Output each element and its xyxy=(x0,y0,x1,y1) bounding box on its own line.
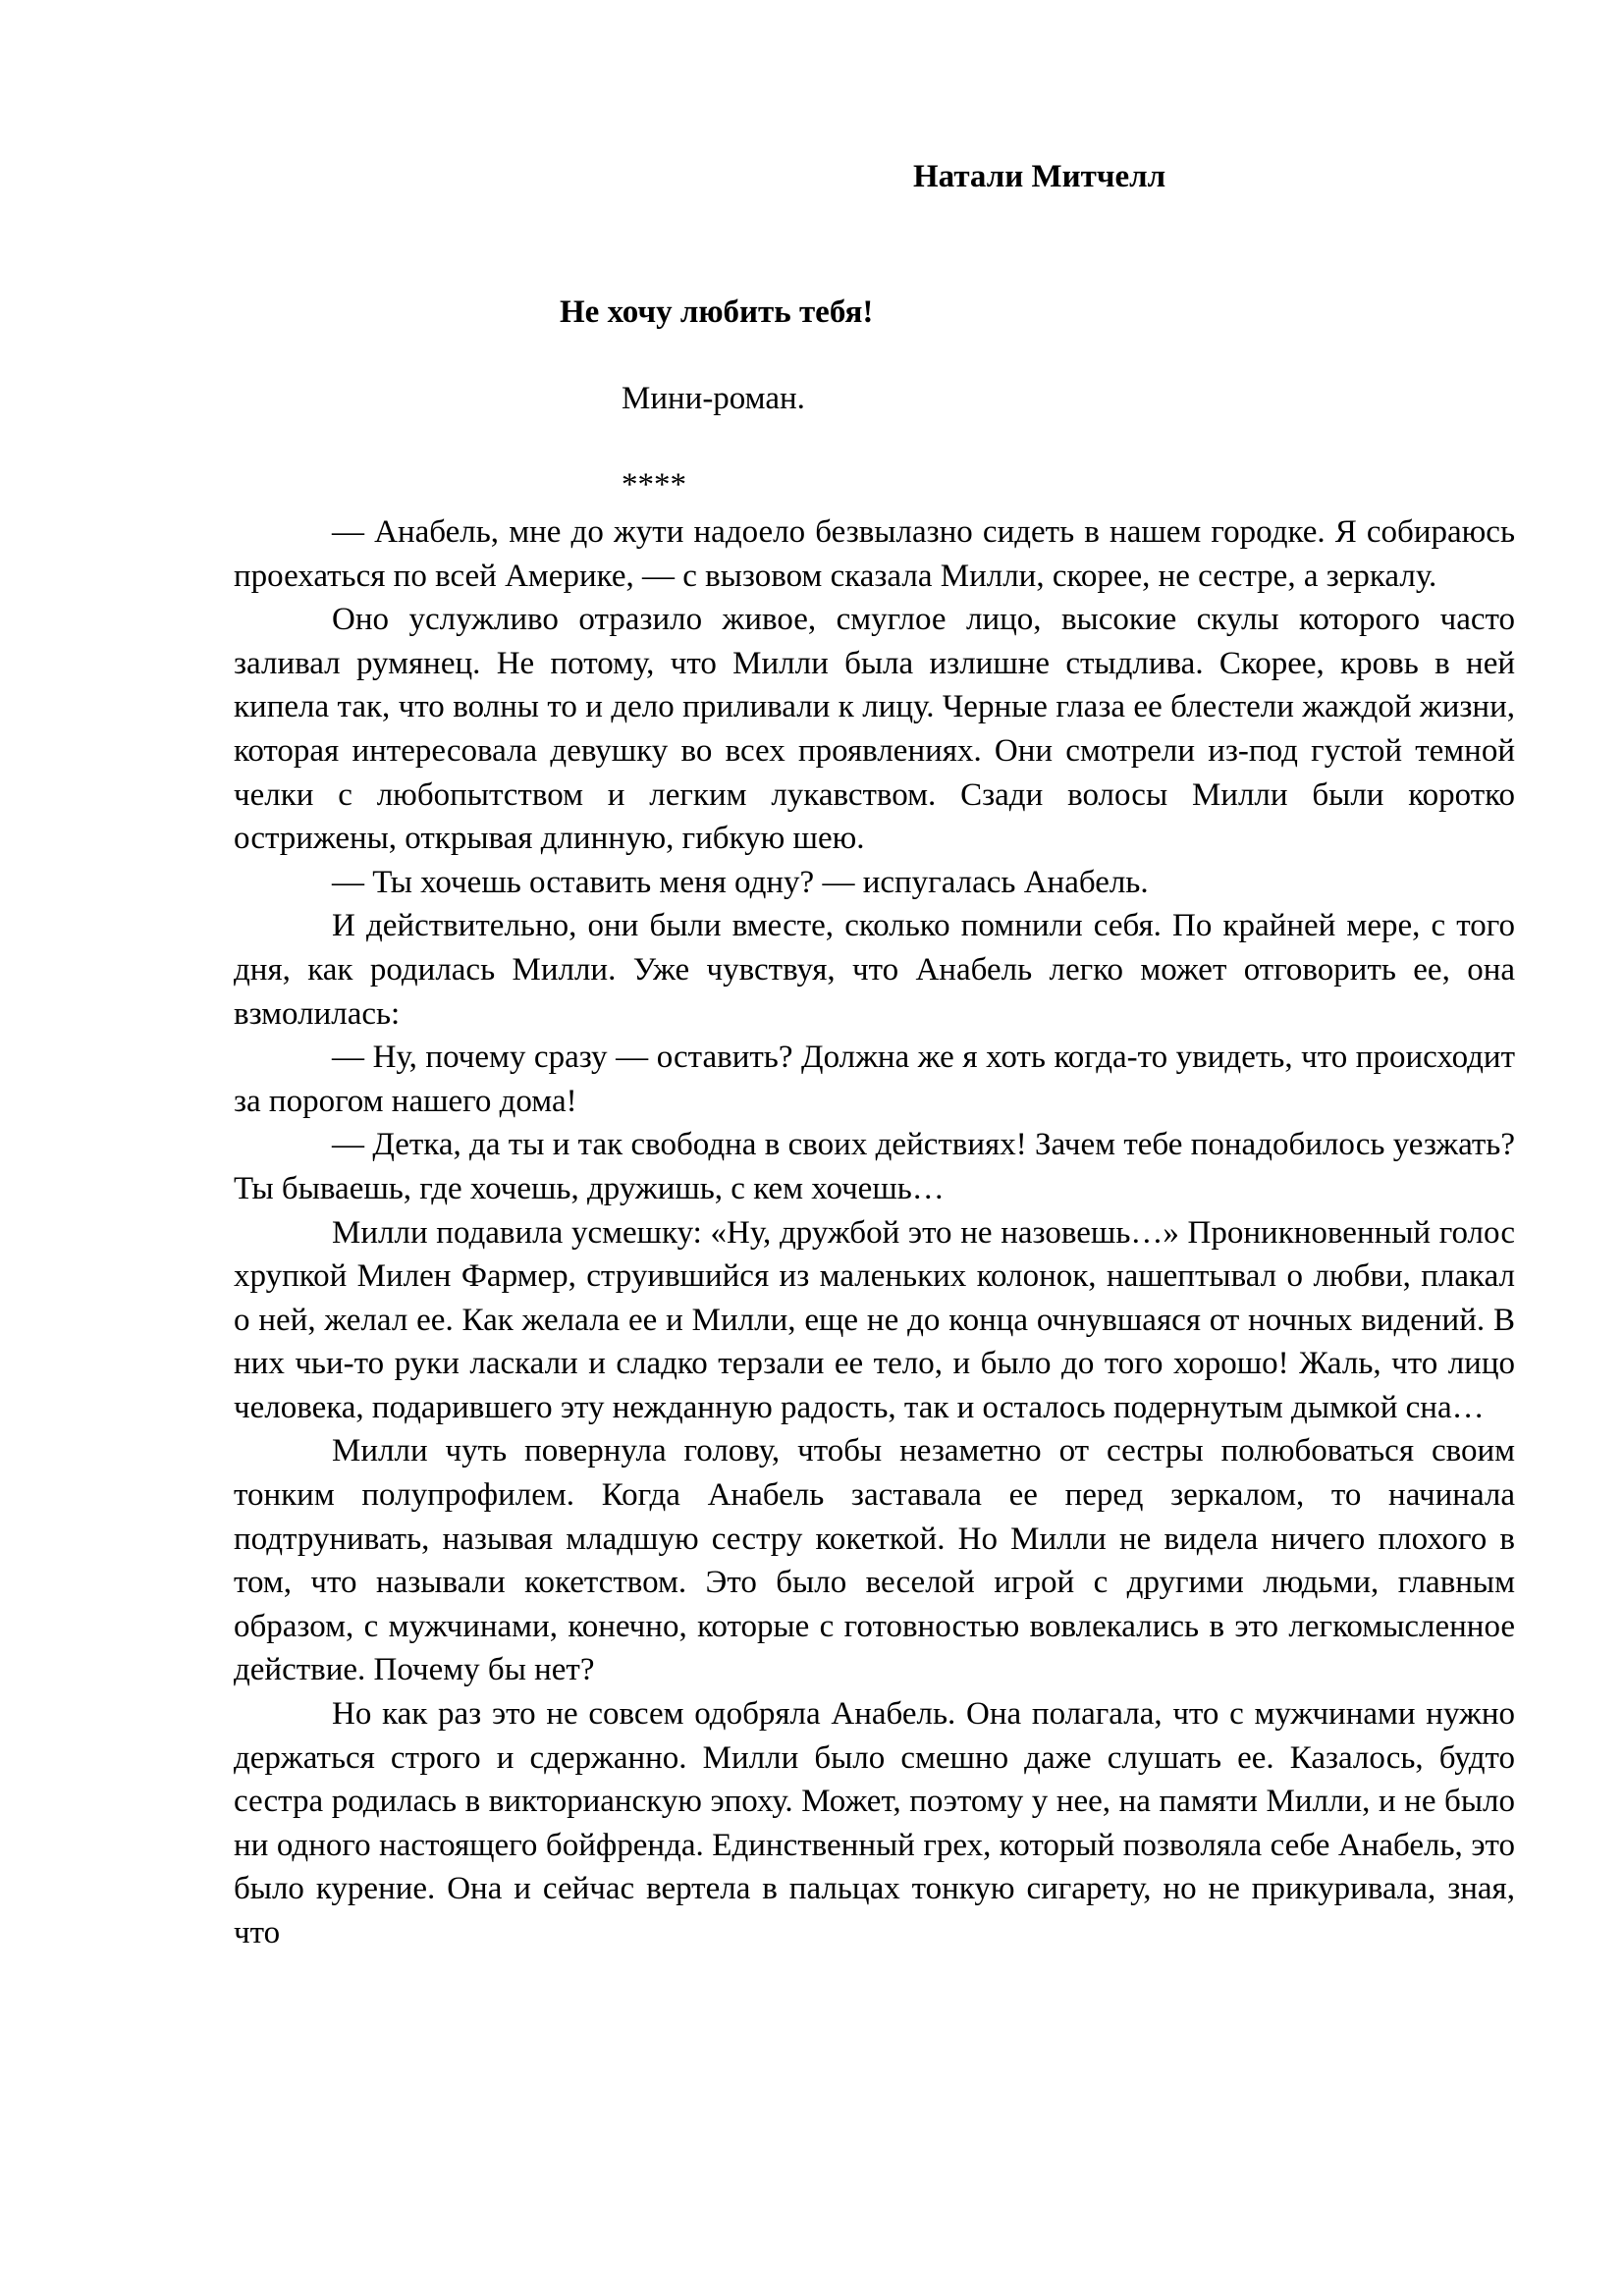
paragraph: Но как раз это не совсем одобряла Анабель. Она полагала, что с мужчинами нужно держаться строго и сдержанно. Милли было смешно даже слушать ее. Казалось, будто сестра родилась в викторианскую эпоху. Может, поэтому у нее, на памяти Милли, и не было ни одного настоящего бойфренда. Единственный грех, который позволяла себе Анабель, это было курение. Она и сейчас вертела в пальцах тонкую сигарету, но не прикуривала, зная, что xyxy=(234,1696,1515,1950)
paragraph: И действительно, они были вместе, сколько помнили себя. По крайней мере, с того дня, как родилась Милли. Уже чувствуя, что Анабель легко может отговорить ее, она взмолилась: xyxy=(234,908,1515,1032)
paragraph: — Ты хочешь оставить меня одну? — испугалась Анабель. xyxy=(332,864,1149,900)
paragraph: — Ну, почему сразу — оставить? Должна же я хоть когда-то увидеть, что происходит за порогом нашего дома! xyxy=(234,1040,1515,1119)
paragraph: — Анабель, мне до жути надоело безвылазно сидеть в нашем городке. Я собираюсь проехаться по всей Америке, — с вызовом сказала Милли, скорее, не сестре, а зеркалу. xyxy=(234,514,1515,594)
paragraph: — Детка, да ты и так свободна в своих действиях! Зачем тебе понадобилось уезжать? Ты бываешь, где хочешь, дружишь, с кем хочешь… xyxy=(234,1127,1515,1206)
author-name: Натали Митчелл xyxy=(913,159,1166,194)
paragraph: Оно услужливо отразило живое, смуглое лицо, высокие скулы которого часто заливал румянец. Не потому, что Милли была излишне стыдлива. Скорее, кровь в ней кипела так, что волны то и дело приливали к лицу. Черные глаза ее блестели жаждой жизни, которая интересовала девушку во всех проявлениях. Они смотрели из-под густой темной челки с любопытством и легким лукавством. Сзади волосы Милли были коротко острижены, открывая длинную, гибкую шею. xyxy=(234,602,1515,857)
section-separator: **** xyxy=(622,467,686,503)
body-text xyxy=(234,510,1515,1955)
book-title: Не хочу любить тебя! xyxy=(560,294,874,330)
paragraph: Милли подавила усмешку: «Ну, дружбой это не назовешь…» Проникновенный голос хрупкой Милен Фармер, струившийся из маленьких колонок, нашептывал о любви, плакал о ней, желал ее. Как желала ее и Милли, еще не до конца очнувшаяся от ночных видений. В них чьи-то руки ласкали и сладко терзали ее тело, и было до того хорошо! Жаль, что лицо человека, подарившего эту нежданную радость, так и осталось подернутым дымкой сна… xyxy=(234,1214,1515,1425)
book-subtitle: Мини-роман. xyxy=(622,381,805,416)
paragraph: Милли чуть повернула голову, чтобы незаметно от сестры полюбоваться своим тонким полупрофилем. Когда Анабель заставала ее перед зеркалом, то начинала подтрунивать, называя младшую сестру кокеткой. Но Милли не видела ничего плохого в том, что называли кокетством. Это было веселой игрой с другими людьми, главным образом, с мужчинами, конечно, которые с готовностью вовлекались в это легкомысленное действие. Почему бы нет? xyxy=(234,1433,1515,1688)
